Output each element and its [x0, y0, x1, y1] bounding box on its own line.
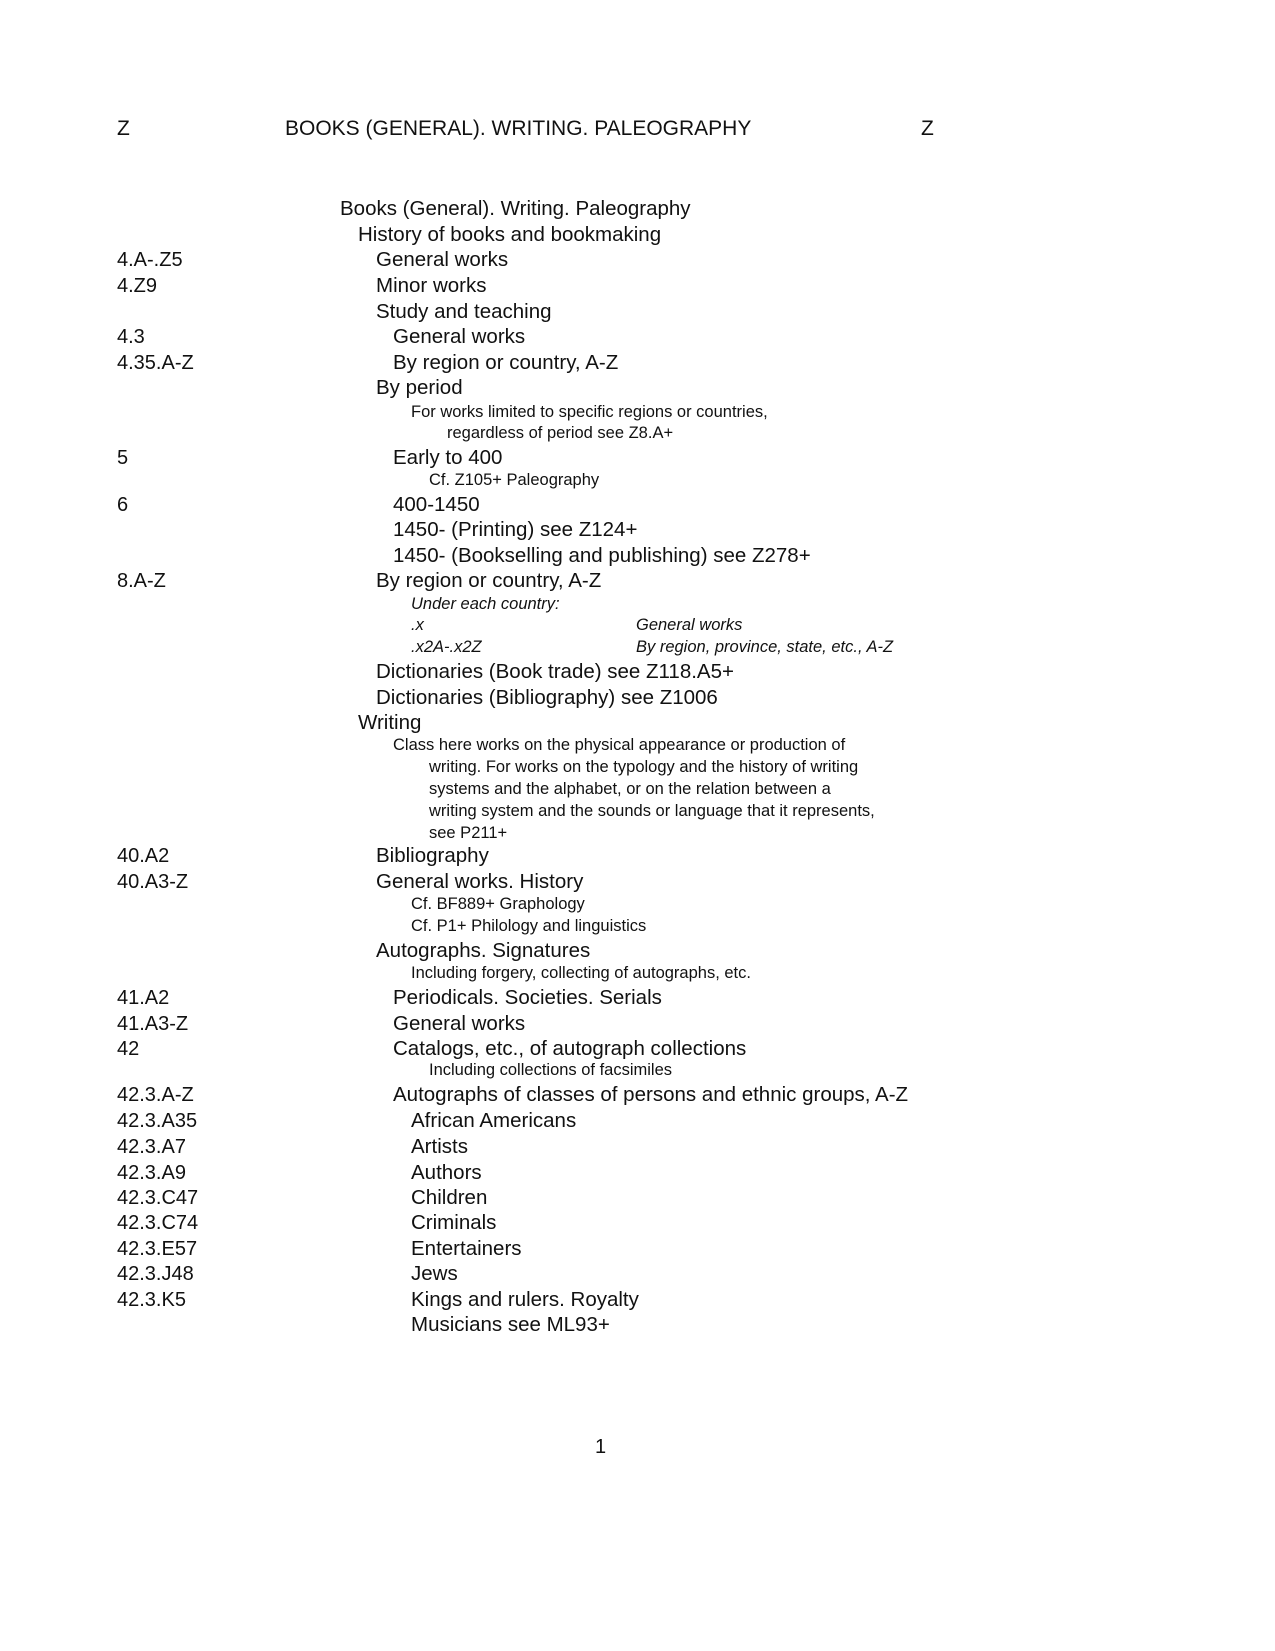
class-number: 42.3.A35: [117, 1110, 198, 1132]
class-number: 6: [117, 494, 129, 516]
schedule-entry: [0, 196, 1275, 222]
scope-note: writing. For works on the typology and the history of writing: [429, 758, 859, 776]
schedule-entry: [0, 843, 1275, 869]
class-number: 4.35.A-Z: [117, 352, 194, 374]
caption: Autographs. Signatures: [376, 939, 591, 962]
caption: Criminals: [411, 1211, 497, 1234]
caption: Study and teaching: [376, 300, 552, 323]
table-instruction-meaning: By region, province, state, etc., A-Z: [636, 638, 894, 656]
scope-note: systems and the alphabet, or on the relation between a: [429, 780, 831, 798]
class-number: 4.3: [117, 326, 145, 348]
caption: General works: [376, 248, 509, 271]
caption: By region or country, A-Z: [376, 569, 602, 592]
schedule-entry: [0, 350, 1275, 376]
class-number: 42: [117, 1038, 140, 1060]
scope-note: Cf. BF889+ Graphology: [411, 895, 585, 913]
schedule-entry: [0, 1236, 1275, 1262]
caption: By period: [376, 376, 463, 399]
caption: General works: [393, 1012, 526, 1035]
class-number: 42.3.A-Z: [117, 1084, 194, 1106]
schedule-entry: [0, 985, 1275, 1011]
schedule-entry: [0, 1210, 1275, 1236]
caption: General works: [393, 325, 526, 348]
caption: 1450- (Printing) see Z124+: [393, 518, 638, 541]
caption: Bibliography: [376, 844, 489, 867]
class-number: 40.A3-Z: [117, 871, 189, 893]
table-instruction-meaning: General works: [636, 616, 743, 634]
schedule-entry: [0, 517, 1275, 543]
table-instruction: .x: [411, 616, 424, 634]
class-number: 42.3.J48: [117, 1263, 194, 1285]
caption: Authors: [411, 1161, 482, 1184]
schedule-entry: [0, 1134, 1275, 1160]
class-number: 4.A-.Z5: [117, 249, 183, 271]
class-number: 42.3.E57: [117, 1238, 198, 1260]
class-number: 8.A-Z: [117, 570, 166, 592]
schedule-entry: [0, 710, 1275, 736]
caption: African Americans: [411, 1109, 577, 1132]
caption: 400-1450: [393, 493, 480, 516]
schedule-entry: [0, 1287, 1275, 1313]
caption: Writing: [358, 711, 422, 734]
caption: Books (General). Writing. Paleography: [340, 197, 691, 220]
schedule-entry: [0, 1185, 1275, 1211]
scope-note: writing system and the sounds or language that it represents,: [429, 802, 875, 820]
caption: General works. History: [376, 870, 584, 893]
scope-note: Class here works on the physical appearance or production of: [393, 736, 846, 754]
scope-note: Cf. P1+ Philology and linguistics: [411, 917, 647, 935]
schedule-entry: [0, 222, 1275, 248]
schedule-entry: [0, 1011, 1275, 1037]
schedule-entry: [0, 375, 1275, 401]
class-number: 41.A2: [117, 987, 170, 1009]
schedule-entry: [0, 1108, 1275, 1134]
caption: Periodicals. Societies. Serials: [393, 986, 662, 1009]
schedule-entry: [0, 247, 1275, 273]
schedule-entry: [0, 869, 1275, 895]
class-number: 5: [117, 447, 129, 469]
caption: Children: [411, 1186, 488, 1209]
caption: 1450- (Bookselling and publishing) see Z278+: [393, 544, 811, 567]
schedule-entry: [0, 1082, 1275, 1108]
class-number: 40.A2: [117, 845, 170, 867]
class-number: 42.3.C74: [117, 1212, 199, 1234]
schedule-entry: [0, 273, 1275, 299]
schedule-entry: [0, 324, 1275, 350]
schedule-entry: [0, 445, 1275, 471]
schedule-entry: [0, 1160, 1275, 1186]
scope-note: Including collections of facsimiles: [429, 1061, 673, 1079]
schedule-entry: [0, 568, 1275, 594]
schedule-entry: [0, 685, 1275, 711]
schedule-entry: [0, 659, 1275, 685]
class-number: 42.3.K5: [117, 1289, 186, 1311]
caption: Autographs of classes of persons and ethnic groups, A-Z: [393, 1083, 909, 1106]
page-number: 1: [595, 1436, 607, 1458]
table-instruction: Under each country:: [411, 595, 560, 613]
header-class-letter-right: Z: [921, 117, 934, 140]
schedule-entry: [0, 1312, 1275, 1338]
caption: Minor works: [376, 274, 487, 297]
caption: Dictionaries (Bibliography) see Z1006: [376, 686, 718, 709]
caption: Musicians see ML93+: [411, 1313, 610, 1336]
caption: Artists: [411, 1135, 468, 1158]
caption: Early to 400: [393, 446, 503, 469]
schedule-entry: [0, 299, 1275, 325]
class-number: 42.3.A7: [117, 1136, 186, 1158]
class-number: 41.A3-Z: [117, 1013, 189, 1035]
class-number: 4.Z9: [117, 275, 158, 297]
table-instruction: .x2A-.x2Z: [411, 638, 482, 656]
caption: Kings and rulers. Royalty: [411, 1288, 639, 1311]
scope-note: see P211+: [429, 824, 508, 842]
schedule-entry: [0, 1261, 1275, 1287]
caption: Dictionaries (Book trade) see Z118.A5+: [376, 660, 734, 683]
caption: Jews: [411, 1262, 458, 1285]
schedule-entry: [0, 938, 1275, 964]
scope-note: Cf. Z105+ Paleography: [429, 471, 600, 489]
scope-note: Including forgery, collecting of autographs, etc.: [411, 964, 751, 982]
caption: History of books and bookmaking: [358, 223, 662, 246]
header-title: BOOKS (GENERAL). WRITING. PALEOGRAPHY: [285, 117, 752, 140]
scope-note: For works limited to specific regions or countries,: [411, 403, 768, 421]
class-number: 42.3.A9: [117, 1162, 186, 1184]
schedule-entry: [0, 543, 1275, 569]
schedule-entry: [0, 492, 1275, 518]
scope-note: regardless of period see Z8.A+: [447, 424, 674, 442]
header-class-letter-left: Z: [117, 117, 130, 140]
caption: By region or country, A-Z: [393, 351, 619, 374]
class-number: 42.3.C47: [117, 1187, 199, 1209]
caption: Entertainers: [411, 1237, 522, 1260]
caption: Catalogs, etc., of autograph collections: [393, 1037, 747, 1060]
